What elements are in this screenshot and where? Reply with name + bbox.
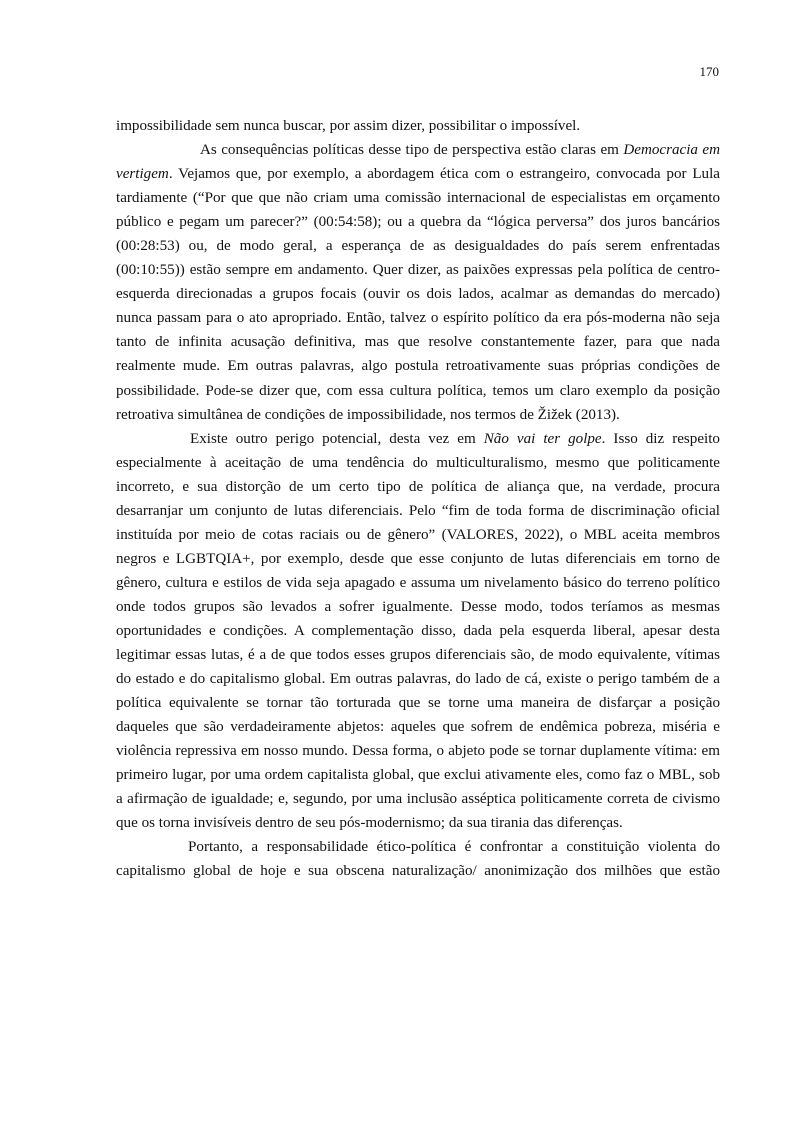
paragraph-consequencias bbox=[116, 138, 720, 427]
paragraph-text: As consequências políticas desse tipo de perspectiva estão claras em bbox=[200, 142, 624, 159]
paragraph-continuation: impossibilidade sem nunca buscar, por assim dizer, possibilitar o impossível. bbox=[116, 118, 581, 134]
body-text bbox=[116, 114, 720, 884]
paragraph-text: . Isso diz respeito especialmente à aceitação de uma tendência do multiculturalismo, mesmo que politicamente incorreto, e sua distorção de um certo tipo de política de aliança que, na verdade, procura desarranjar um conjunto de lutas diferenciais. Pelo “fim de toda forma de discriminação oficial instituída por meio de cotas raciais ou de gênero” (VALORES, 2022), o MBL aceita membros negros e LGBTQIA+, por exemplo, desde que esse conjunto de lutas diferenciais em torno de gênero, cultura e estilos de vida seja apagado e assuma um nivelamento básico do terreno político onde todos grupos são levados a sofrer igualmente. Desse modo, todos teríamos as mesmas oportunidades e condições. A complementação disso, dada pela esquerda liberal, apesar desta legitimar essas lutas, é a de que todos esses grupos diferenciais são, de modo equivalente, vítimas do estado e do capitalismo global. Em outras palavras, do lado de cá, existe o perigo também de a política equivalente se tornar tão torturada que se torne uma maneira de disfarçar a posição daqueles que são verdadeiramente abjetos: aqueles que sofrem de endêmica pobreza, miséria e violência repressiva em nosso mundo. Dessa forma, o abjeto pode se tornar duplamente vítima: em primeiro lugar, por uma ordem capitalista global, que exclui ativamente eles, como faz o MBL, sob a afirmação de igualdade; e, segundo, por uma inclusão asséptica politicamente correta de civismo que os torna invisíveis dentro de seu pós-modernismo; da sua tirania das diferenças. bbox=[116, 430, 720, 832]
paragraph-text: Existe outro perigo potencial, desta vez em bbox=[190, 430, 484, 447]
film-title-nao-vai-ter-golpe: Não vai ter golpe bbox=[483, 430, 602, 447]
film-title-democracia-em-vertigem: Democracia em vertigem bbox=[116, 142, 720, 183]
paragraph-portanto: Portanto, a responsabilidade ético-política é confrontar a constituição violenta do capitalismo global de hoje e sua obscena naturalização/ anonimização dos milhões que estão bbox=[116, 839, 720, 880]
page-number: 170 bbox=[699, 64, 719, 79]
paragraph-text: . Vejamos que, por exemplo, a abordagem ética com o estrangeiro, convocada por Lula tardiamente (“Por que que não criam uma comissão internacional de especialistas em orçamento público e pegam um parecer?” (00:54:58); ou a quebra da “lógica perversa” dos juros bancários (00:28:53) ou, de modo geral, a esperança de as desigualdades do país serem enfrentadas (00:10:55)) estão sempre em andamento. Quer dizer, as paixões expressas pela política de centro-esquerda direcionadas a grupos focais (ouvir os dois lados, acalmar as demandas do mercado) nunca passam para o ato apropriado. Então, talvez o espírito político da era pós-moderna não seja tanto de infinita acusação definitiva, mas que resolve constantemente fazer, para que nada realmente mude. Em outras palavras, algo postula retroativamente suas próprias condições de possibilidade. Pode-se dizer que, com essa cultura política, temos um claro exemplo da posição retroativa simultânea de condições de impossibilidade, nos termos de Žižek (2013). bbox=[116, 166, 720, 423]
paragraph-outro-perigo bbox=[116, 427, 720, 836]
